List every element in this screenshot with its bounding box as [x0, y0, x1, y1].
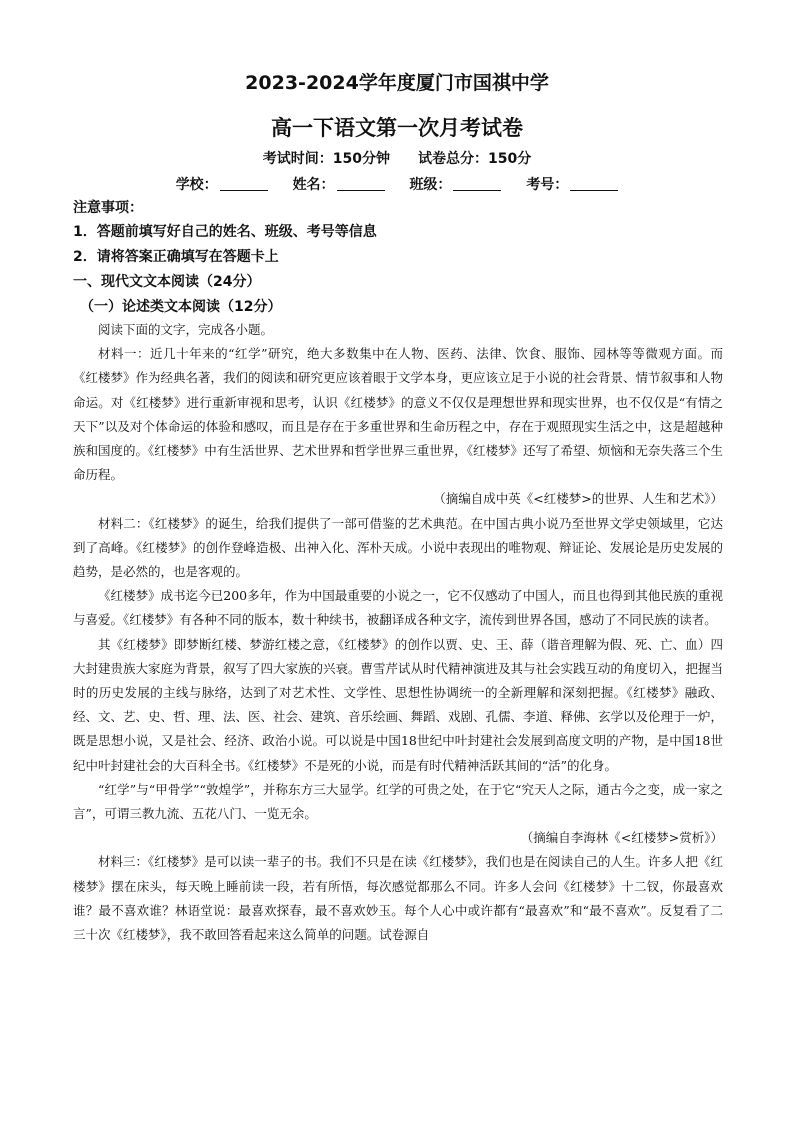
school-blank[interactable] [220, 176, 268, 191]
section-subtitle: （一）论述类文本阅读（12分） [80, 299, 282, 315]
class-label: 班级： [409, 177, 452, 193]
number-field[interactable] [526, 174, 618, 194]
class-blank[interactable] [453, 176, 501, 191]
source-1: （摘编自成中英《<红楼梦>的世界、人生和艺术》） [433, 491, 723, 507]
name-field[interactable] [293, 174, 385, 194]
notes-title: 注意事项： [73, 200, 143, 216]
section-title: 一、现代文文本阅读（24分） [73, 274, 261, 290]
material-3: 材料三：《红楼梦》是可以读一辈子的书。我们不只是在读《红楼梦》，我们也是在阅读自己的人生。许多人把《红楼梦》摆在床头，每天晚上睡前读一段，若有所悟，每次感觉都那么不同。许多人会问《红楼梦》十二钗，你最喜欢谁？最不喜欢谁？林语堂说：最喜欢探春，最不喜欢妙玉。每个人心中或许都有“最喜欢”和“最不喜欢”。反复看了二三十次《红楼梦》，我不敢回答看起来这么简单的问题。试卷源自 [73, 854, 724, 943]
material-2-para-4: “红学”与“甲骨学”“敦煌学”，并称东方三大显学。红学的可贵之处，在于它“究天人之际，通古今之变，成一家之言”，可谓三教九流、五花八门、一览无余。 [73, 781, 723, 822]
material-2-para-2: 《红楼梦》成书迄今已200多年，作为中国最重要的小说之一，它不仅感动了中国人，而且也得到其他民族的重视与喜爱。《红楼梦》有各种不同的版本，数十种续书，被翻译成各种文字，流传到世界各国，感动了不同民族的读者。 [73, 588, 723, 628]
student-info-fields [0, 174, 794, 194]
instruction: 阅读下面的文字，完成各小题。 [98, 322, 274, 337]
exam-subtitle: 高一下语文第一次月考试卷 [271, 116, 523, 140]
reading-passage [73, 318, 723, 947]
school-field[interactable] [176, 174, 268, 194]
class-field[interactable] [409, 174, 501, 194]
note-item-1: 1．答题前填写好自己的姓名、班级、考号等信息 [73, 224, 377, 240]
name-label: 姓名： [292, 177, 335, 193]
material-2: 材料二：《红楼梦》的诞生，给我们提供了一部可借鉴的艺术典范。在中国古典小说乃至世界文学史领域里，它达到了高峰。《红楼梦》的创作登峰造极、出神入化、浑朴天成。小说中表现出的唯物观、辩证论、发展论是历史发展的趋势，是必然的，也是客观的。 [73, 515, 723, 580]
source-2: （摘编自李海林《<红楼梦>赏析》） [520, 830, 723, 846]
total-score: 试卷总分：150分 [418, 151, 532, 167]
material-1: 材料一：近几十年来的“红学”研究，绝大多数集中在人物、医药、法律、饮食、服饰、园林等等微观方面。而《红楼梦》作为经典名著，我们的阅读和研究更应该着眼于文学本身，更应该立足于小说的社会背景、情节叙事和人物命运。对《红楼梦》进行重新审视和思考，认识《红楼梦》的意义不仅仅是理想世界和现实世界，也不仅仅是“有情之天下”以及对个体命运的体验和感叹，而且是存在于多重世界和生命历程之中，存在于观照现实生活之中，这是超越种族和国度的。《红楼梦》中有生活世界、艺术世界和哲学世界三重世界，《红楼梦》还写了希望、烦恼和无奈失落三个生命历程。 [73, 346, 724, 483]
school-label: 学校： [175, 177, 218, 193]
exam-title: 2023-2024学年度厦门市国祺中学 [245, 72, 549, 94]
note-item-2: 2．请将答案正确填写在答题卡上 [73, 249, 279, 265]
exam-time: 考试时间：150分钟 [262, 151, 390, 167]
number-blank[interactable] [570, 176, 618, 191]
material-2-para-3: 其《红楼梦》即梦断红楼、梦游红楼之意，《红楼梦》的创作以贾、史、王、薛（谐音理解为假、死、亡、血）四大封建贵族大家庭为背景，叙写了四大家族的兴衰。曹雪芹试从时代精神演进及其与社会实践互动的角度切入，把握当时的历史发展的主线与脉络，达到了对艺术性、文学性、思想性协调统一的全新理解和深刻把握。《红楼梦》融政、经、文、艺、史、哲、理、法、医、社会、建筑、音乐绘画、舞蹈、戏剧、孔儒、李道、释佛、玄学以及伦理于一炉，既是思想小说，又是社会、经济、政治小说。可以说是中国18世纪中叶封建社会发展到高度文明的产物，是中国18世纪中叶封建社会的大百科全书。《红楼梦》不是死的小说，而是有时代精神活跃其间的“活”的化身。 [73, 636, 724, 773]
number-label: 考号： [526, 177, 569, 193]
exam-meta [0, 148, 794, 168]
name-blank[interactable] [337, 176, 385, 191]
